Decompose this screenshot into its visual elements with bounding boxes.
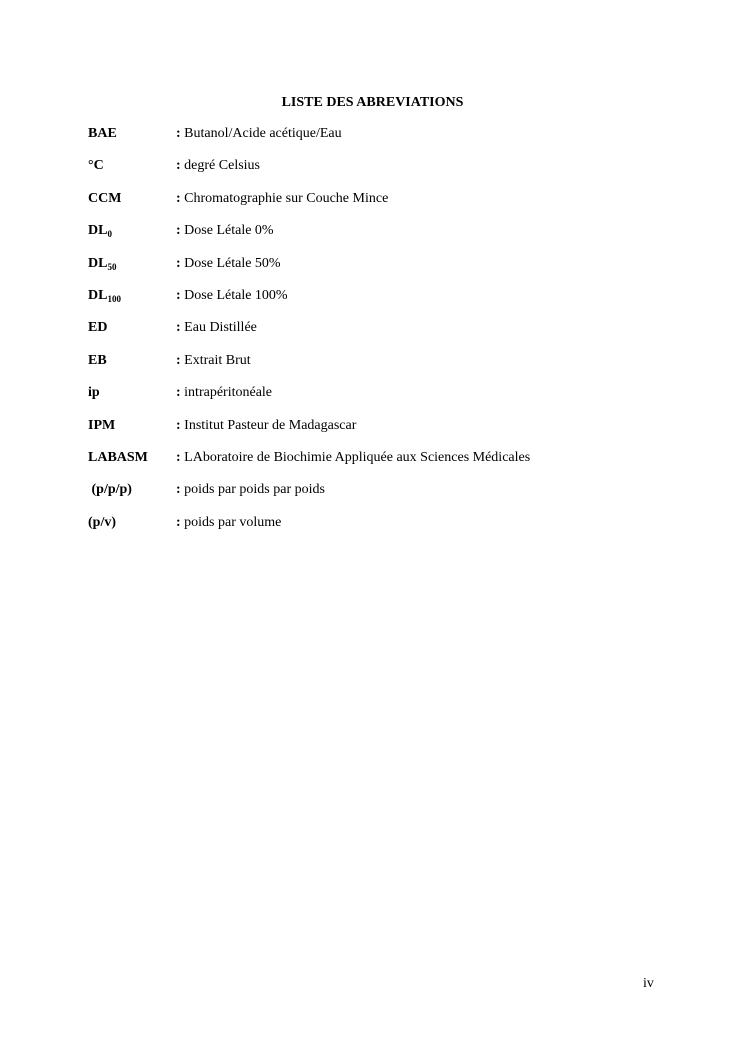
abbreviation-definition: : poids par poids par poids xyxy=(176,482,325,498)
abbreviation-definition: : Dose Létale 50% xyxy=(176,255,281,271)
abbreviation-term: $DL_{100}$ xyxy=(88,287,121,304)
abbreviation-term: CCM xyxy=(88,190,122,206)
abbreviation-term: (p/p/p) xyxy=(88,482,132,498)
abbreviation-row xyxy=(88,384,708,416)
abbreviation-row xyxy=(88,449,708,481)
abbreviation-term: ip xyxy=(88,385,100,401)
abbreviation-term: (p/v) xyxy=(88,514,116,530)
abbreviation-row xyxy=(88,514,708,546)
abbreviation-row xyxy=(88,190,708,222)
abbreviation-term: $DL_0$ xyxy=(88,223,112,240)
abbreviation-row xyxy=(88,125,708,157)
abbreviation-definition: : degré Celsius xyxy=(176,158,260,174)
abbreviation-definition: : Butanol/Acide acétique/Eau xyxy=(176,126,342,141)
page-number: iv xyxy=(643,976,654,991)
abbreviation-row xyxy=(88,417,708,449)
abbreviation-term: EB xyxy=(88,352,107,368)
abbreviation-term: LABASM xyxy=(88,449,148,465)
abbreviation-term: $DL_{50}$ xyxy=(88,255,117,272)
abbreviation-term: ED xyxy=(88,320,108,336)
abbreviation-definition: : Institut Pasteur de Madagascar xyxy=(176,417,357,433)
abbreviation-definition: : poids par volume xyxy=(176,514,282,530)
abbreviation-term: IPM xyxy=(88,417,116,433)
abbreviation-row xyxy=(88,287,708,319)
abbreviation-term: BAE xyxy=(88,126,117,141)
page-title: LISTE DES ABREVIATIONS xyxy=(281,95,464,110)
abbreviation-row xyxy=(88,157,708,189)
abbreviation-definition: : Dose Létale 100% xyxy=(176,287,288,303)
abbreviation-definition: : Dose Létale 0% xyxy=(176,223,274,239)
abbreviation-row xyxy=(88,319,708,351)
abbreviation-definition: : Eau Distillée xyxy=(176,320,257,336)
abbreviation-definition: : intrapéritonéale xyxy=(176,385,273,401)
abbreviation-definition: : Extrait Brut xyxy=(176,352,251,368)
abbreviation-row xyxy=(88,255,708,287)
abbreviation-definition: : Chromatographie sur Couche Mince xyxy=(176,190,389,206)
abbreviation-row xyxy=(88,481,708,513)
abbreviation-definition: : LAboratoire de Biochimie Appliquée aux Sciences Médicales xyxy=(176,449,531,465)
abbreviation-row xyxy=(88,222,708,254)
abbreviation-row xyxy=(88,352,708,384)
abbreviation-list xyxy=(88,125,708,546)
abbreviation-term: °C xyxy=(88,158,104,174)
